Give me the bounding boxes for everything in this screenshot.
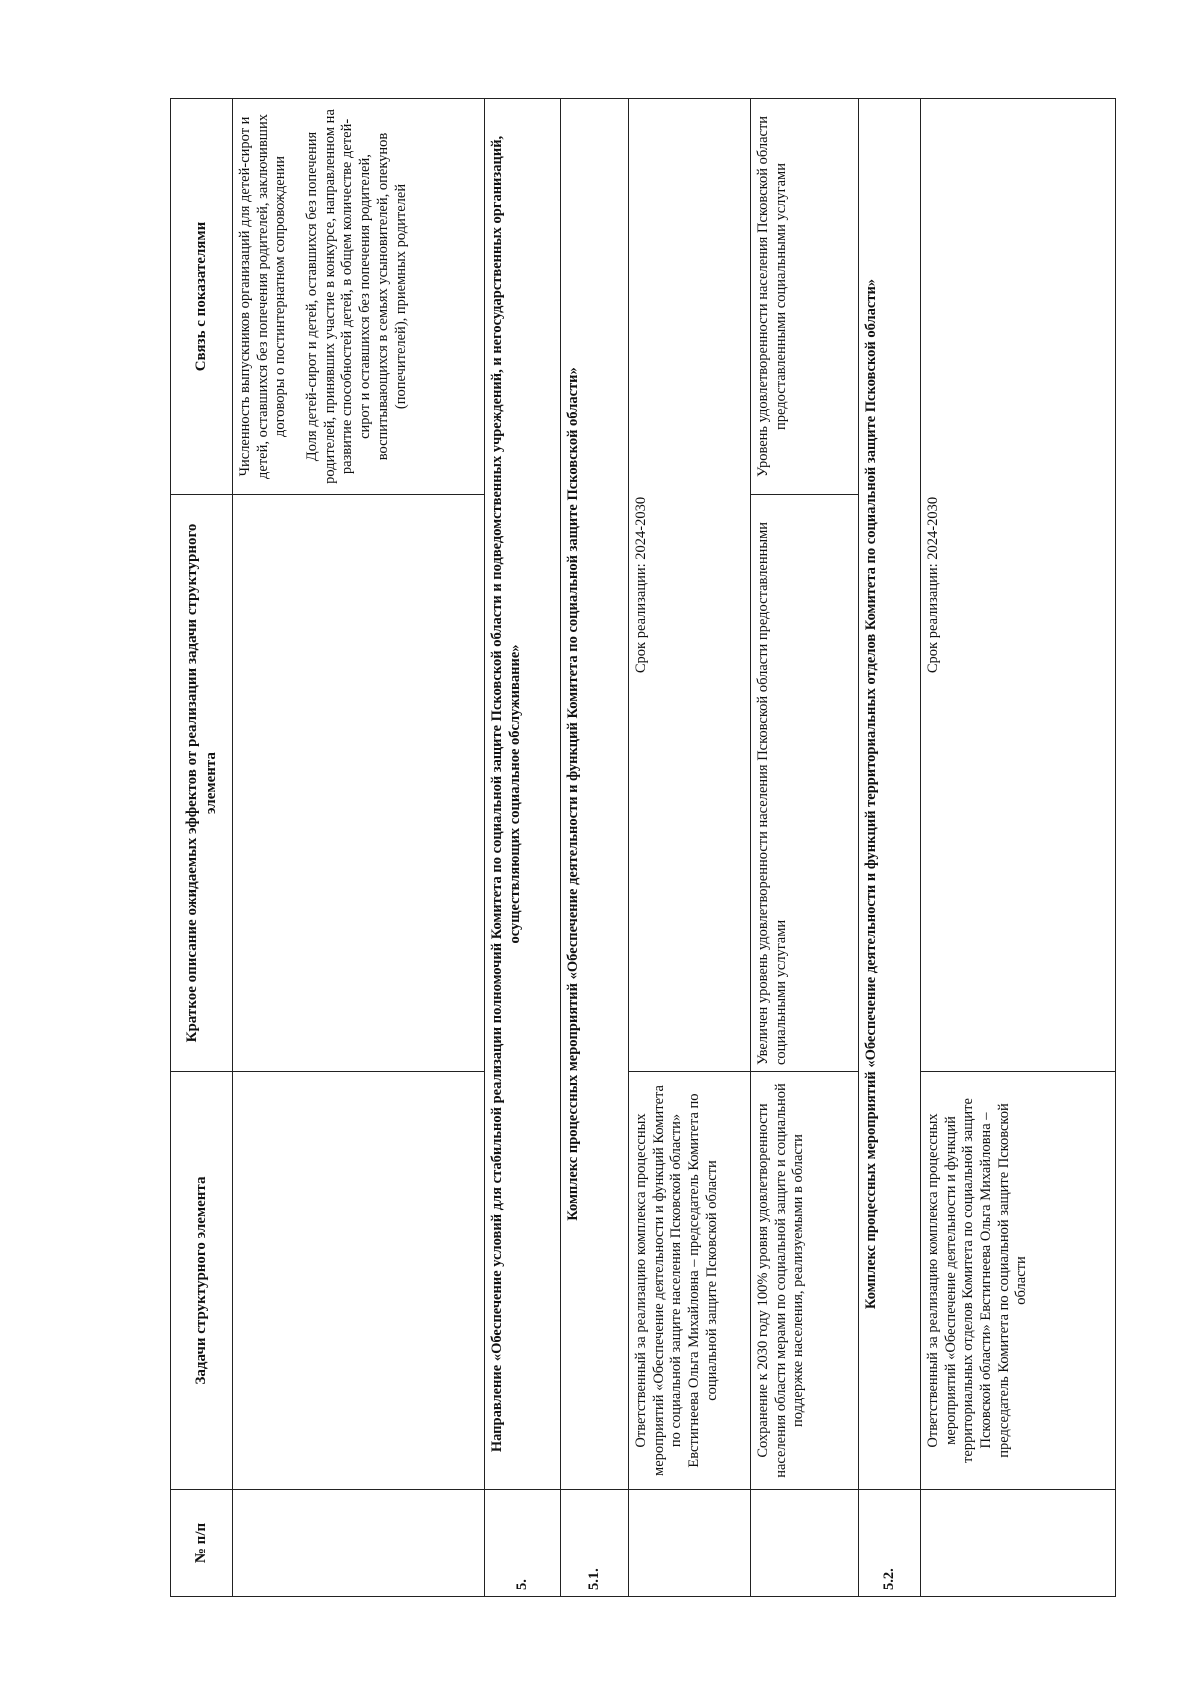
section-5-1-responsible: Ответственный за реализацию комплекса процессных мероприятий «Обеспечение деятельности и функций Комитета по социальной защите населения Псковской области» Евстигнеева Ольга Михайловна – председатель Комитета по социальной защите Псковской области [629,1072,751,1490]
section-5-number: 5. [485,1490,561,1597]
row-5-2-resp-num [921,1490,1116,1597]
section-5-2-title: Комплекс процессных мероприятий «Обеспечение деятельности и функций территориальных отделов Комитета по социальной защите Псковской области» [859,99,921,1490]
header-effects: Краткое описание ожидаемых эффектов от реализации задачи структурного элемента [171,495,233,1072]
section-row-5-2 [859,99,921,1597]
section-5-title: Направление «Обеспечение условий для стабильной реализации полномочий Комитета по социальной защите Псковской области и подведомственных учреждений, и негосударственных организаций, осуществляющих социальное обслуживание» [485,99,561,1490]
section-5-1-effect: Увеличен уровень удовлетворенности населения Псковской области предоставленными социальными услугами [751,495,859,1072]
header-tasks: Задачи структурного элемента [171,1072,233,1490]
table-row [629,99,751,1597]
structural-elements-table [170,98,1116,1597]
section-5-1-term: Срок реализации: 2024-2030 [629,99,751,1072]
row-cont-num [233,1490,485,1597]
header-link: Связь с показателями [171,99,233,495]
section-5-1-number: 5.1. [561,1490,629,1597]
table-row [233,99,485,1597]
section-5-2-responsible: Ответственный за реализацию комплекса процессных мероприятий «Обеспечение деятельности и функций территориальных отделов Комитета по социальной защите Псковской области» Евстигнеева Ольга Михайловна – председатель Комитета по социальной защите Псковской области [921,1072,1116,1490]
row-5-1-task-num [751,1490,859,1597]
rotated-page-content [170,99,1115,1597]
section-row-5 [485,99,561,1597]
section-5-1-task: Сохранение к 2030 году 100% уровня удовлетворенности населения области мерами по социальной защите и социальной поддержке населения, реализуемыми в области [751,1072,859,1490]
row-5-1-resp-num [629,1490,751,1597]
section-5-1-link: Уровень удовлетворенности населения Псковской области предоставленными социальными услугами [751,99,859,495]
row-cont-link [233,99,485,495]
section-row-5-1 [561,99,629,1597]
section-5-2-term: Срок реализации: 2024-2030 [921,99,1116,1072]
section-5-2-number: 5.2. [859,1490,921,1597]
table-header-row [171,99,233,1597]
table-row [751,99,859,1597]
row-cont-effect [233,495,485,1072]
section-5-1-title: Комплекс процессных мероприятий «Обеспечение деятельности и функций Комитета по социальной защите Псковской области» [561,99,629,1490]
header-num: № п/п [171,1490,233,1597]
link-text-2: Доля детей-сирот и детей, оставшихся без попечения родителей, принявших участие в конкурсе, направленном на развитие способностей детей, в общем количестве детей-сирот и оставшихся без попечения родителей, воспитывающихся в семьях усыновителей, опекунов (попечителей), приемных родителей [304,109,409,484]
table-row [921,99,1116,1597]
link-text-1: Численность выпускников организаций для детей-сирот и детей, оставшихся без попечения родителей, заключивших договоры о постинтернатном сопровождении [237,114,289,479]
row-cont-task [233,1072,485,1490]
